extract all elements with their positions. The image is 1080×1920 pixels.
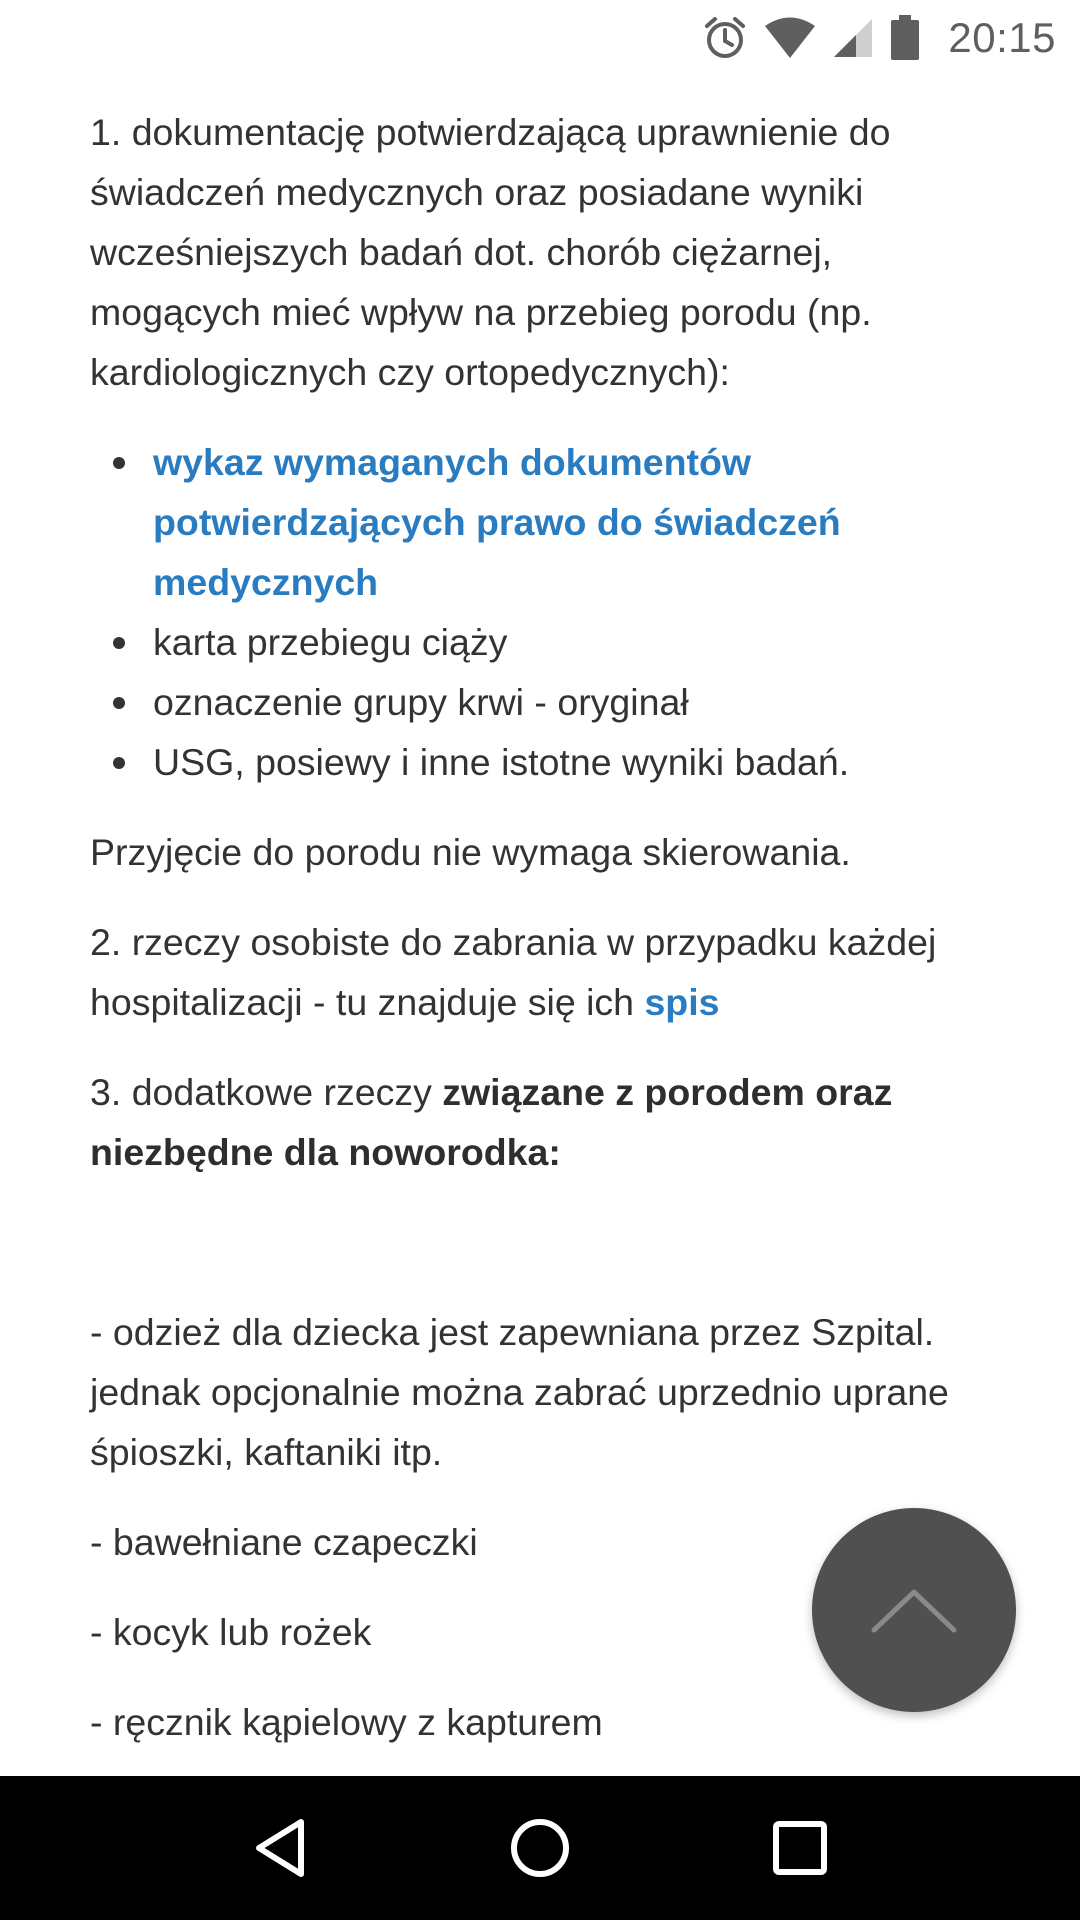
back-icon [251, 1817, 309, 1879]
dash-item-blanket: - kocyk lub rożek [90, 1611, 372, 1653]
additional-items-bold: związane z porodem oraz niezbędne dla noworodka: [90, 1071, 893, 1173]
recents-icon [772, 1820, 828, 1876]
signal-icon [832, 17, 874, 59]
clock: 20:15 [948, 14, 1056, 61]
paragraph-additional-items [90, 1062, 1010, 1182]
dash-item-caps: - bawełniane czapeczki [90, 1521, 478, 1563]
dash-item-clothing: - odzież dla dziecka jest zapewniana przez Szpital. jednak opcjonalnie można zabrać uprzednio uprane śpioszki, kaftaniki itp. [90, 1311, 949, 1473]
dash-item-towel: - ręcznik kąpielowy z kapturem [90, 1701, 603, 1743]
navigation-bar [0, 1776, 1080, 1920]
scroll-to-top-button[interactable] [812, 1508, 1016, 1712]
personal-items-text: 2. rzeczy osobiste do zabrania w przypadku każdej hospitalizacji - tu znajduje się ich [90, 921, 937, 1023]
wifi-icon [764, 17, 816, 59]
paragraph-admission: Przyjęcie do porodu nie wymaga skierowania. [90, 831, 851, 873]
chevron-up-icon [866, 1580, 962, 1640]
list-item: oznaczenie grupy krwi - oryginał [153, 672, 1010, 732]
documents-list [90, 432, 1010, 792]
required-documents-link[interactable]: wykaz wymaganych dokumentów potwierdzających prawo do świadczeń medycznych [153, 441, 841, 603]
battery-icon [890, 15, 920, 61]
items-list-link[interactable]: spis [644, 981, 720, 1023]
paragraph-personal-items [90, 912, 1010, 1032]
home-button[interactable] [490, 1798, 590, 1898]
back-button[interactable] [230, 1798, 330, 1898]
status-bar [0, 0, 1080, 76]
additional-items-text: 3. dodatkowe rzeczy [90, 1071, 443, 1113]
paragraph-documents: 1. dokumentację potwierdzającą uprawnienie do świadczeń medycznych oraz posiadane wyniki wcześniejszych badań dot. chorób ciężarnej, mogących mieć wpływ na przebieg porodu (np. kardiologicznych czy ortopedycznych): [90, 111, 891, 393]
alarm-icon [702, 15, 748, 61]
recents-button[interactable] [750, 1798, 850, 1898]
list-item[interactable] [153, 432, 1010, 612]
list-item: USG, posiewy i inne istotne wyniki badań. [153, 732, 1010, 792]
list-item: karta przebiegu ciąży [153, 612, 1010, 672]
home-icon [508, 1816, 572, 1880]
spacer [90, 1212, 1010, 1302]
